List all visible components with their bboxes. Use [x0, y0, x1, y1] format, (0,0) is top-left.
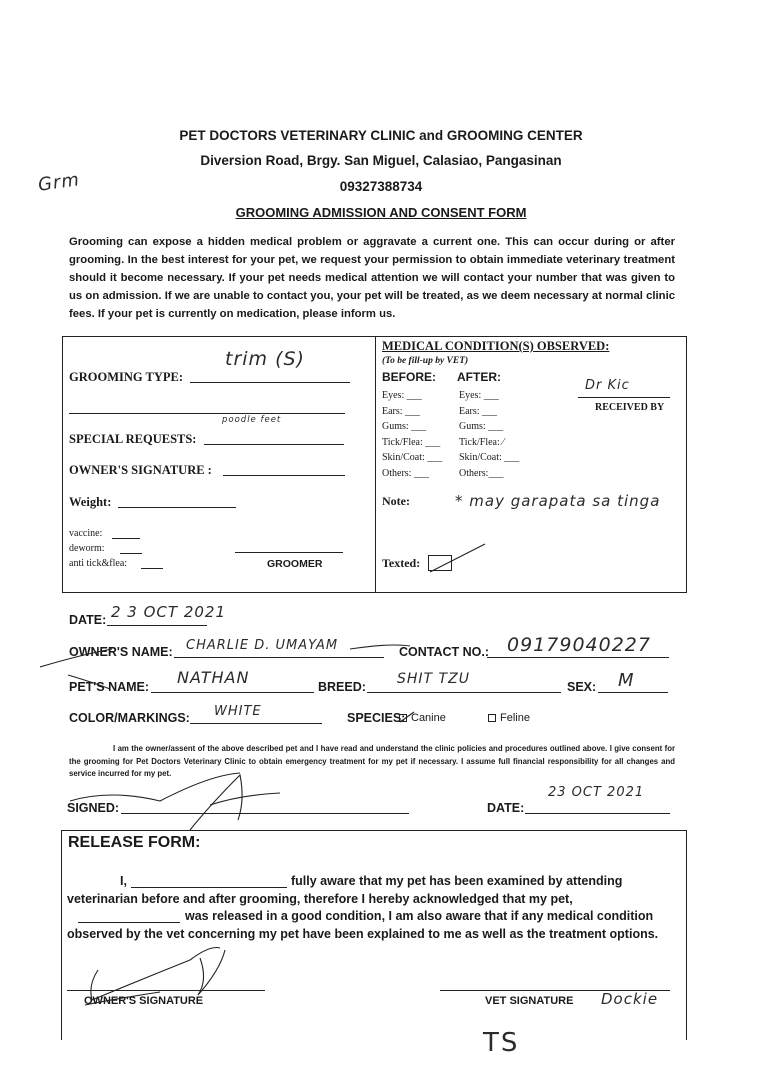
before-item-tick: Tick/Flea: ___ — [382, 436, 441, 448]
sex-label: SEX: — [567, 680, 597, 694]
contact-label: CONTACT NO.: — [399, 645, 490, 659]
feline-option[interactable] — [488, 712, 530, 724]
special-requests-value: poodle feet — [222, 415, 282, 425]
species-label: SPECIES: — [347, 711, 406, 725]
canine-label: Canine — [411, 712, 446, 724]
clinic-address: Diversion Road, Brgy. San Miguel, Calasiao, Pangasinan — [200, 153, 562, 168]
medical-title: MEDICAL CONDITION(S) OBSERVED: — [382, 339, 610, 353]
signed-label: SIGNED: — [67, 801, 120, 815]
release-pet-field[interactable] — [78, 922, 180, 923]
sex-field[interactable] — [598, 692, 668, 693]
owners-signature-field[interactable] — [223, 475, 345, 476]
clinic-name: PET DOCTORS VETERINARY CLINIC and GROOMING CENTER — [179, 128, 583, 143]
grooming-extra-line — [69, 413, 345, 414]
date-value: 2 3 OCT 2021 — [111, 603, 227, 621]
weight-field[interactable] — [118, 507, 236, 508]
margin-note: Grm — [36, 169, 82, 196]
clinic-phone: 09327388734 — [339, 179, 423, 194]
special-requests-field[interactable] — [204, 444, 344, 445]
before-label: BEFORE: — [382, 370, 436, 384]
grooming-type-field[interactable] — [190, 382, 350, 383]
release-line-2: veterinarian before and after grooming, therefore I hereby acknowledged that my pet, — [67, 892, 573, 906]
pet-name-value: NATHAN — [177, 668, 250, 687]
handwritten-marks — [40, 625, 440, 840]
intro-paragraph: Grooming can expose a hidden medical problem or aggravate a current one. This can occur during or after grooming. In the best interest for your pet, we request your permission to obtain immediate veterinary treatment should it become necessary. If your pet needs medical attention we will contact your number that was given to us on admission. If we are unable to contact you, your pet will be treated, as we deem necessary at normal clinic fees. If your pet is currently on medication, please inform us. — [69, 236, 675, 320]
grooming-type-value: trim (S) — [225, 348, 305, 370]
after-list — [459, 388, 519, 481]
after-item-tick: Tick/Flea: ⁄ — [459, 436, 504, 448]
special-requests-label: SPECIAL REQUESTS: — [69, 432, 197, 446]
groomer-line[interactable] — [235, 552, 343, 553]
before-item-ears: Ears: ___ — [382, 405, 421, 417]
after-item-others: Others:___ — [459, 467, 504, 479]
after-item-skin: Skin/Coat: ___ — [459, 452, 520, 463]
form-title: GROOMING ADMISSION AND CONSENT FORM — [235, 205, 527, 220]
consent-date-label: DATE: — [487, 801, 525, 815]
tick-flea-field[interactable] — [141, 568, 163, 569]
received-by-line[interactable] — [578, 397, 670, 398]
release-line-1b: fully aware that my pet has been examined by attending — [291, 874, 623, 888]
feline-checkbox[interactable] — [488, 714, 496, 722]
owner-sig-label: OWNER'S SIGNATURE — [84, 995, 204, 1007]
owner-signature-scribble — [80, 940, 280, 1010]
release-title: RELEASE FORM: — [68, 834, 201, 851]
deworm-label: deworm: — [69, 543, 105, 554]
weight-label: Weight: — [69, 495, 112, 509]
grooming-type-label: GROOMING TYPE: — [69, 370, 184, 384]
note-value: * may garapata sa tinga — [455, 492, 661, 510]
before-item-skin: Skin/Coat: ___ — [382, 452, 443, 463]
owners-signature-label: OWNER'S SIGNATURE : — [69, 463, 212, 477]
texted-check-mark — [425, 540, 490, 576]
groomer-label: GROOMER — [267, 558, 323, 570]
received-by-label: RECEIVED BY — [595, 402, 665, 413]
sex-value: M — [618, 670, 635, 691]
received-by-value: Dr Kic — [585, 378, 630, 393]
tick-flea-label: anti tick&flea: — [69, 558, 128, 569]
date-label: DATE: — [69, 613, 107, 627]
vet-sig-value: Dockie — [601, 990, 659, 1008]
consent-text: I am the owner/assent of the above described pet and I have read and understand the clinic policies and procedures outlined above. I give consent for the grooming for Pet Doctors Veterinary Clinic to obtain emergency treatment for my pet if necessary. I assume full financial responsibility for all changes and service incurred for my pet. — [69, 744, 675, 778]
contact-value: 09179040227 — [507, 634, 651, 656]
after-item-gums: Gums: ___ — [459, 421, 504, 432]
after-item-ears: Ears: ___ — [459, 405, 498, 417]
box-divider — [375, 337, 376, 592]
feline-label: Feline — [500, 712, 530, 724]
consent-date-field[interactable] — [525, 813, 670, 814]
before-item-others: Others: ___ — [382, 467, 429, 479]
breed-label: BREED: — [318, 680, 366, 694]
release-line-4: observed by the vet concerning my pet have been explained to me as well as the treatment options. — [67, 927, 659, 941]
vaccine-label: vaccine: — [69, 528, 103, 539]
owner-name-label: OWNER'S NAME: — [69, 645, 173, 659]
breed-value: SHIT TZU — [397, 671, 470, 687]
before-item-gums: Gums: ___ — [382, 421, 427, 432]
note-label: Note: — [382, 494, 410, 508]
vet-sig-label: VET SIGNATURE — [485, 995, 574, 1007]
color-value: WHITE — [214, 704, 262, 719]
pet-name-label: PET'S NAME: — [69, 680, 150, 694]
release-name-field[interactable] — [131, 887, 287, 888]
before-list — [382, 388, 442, 481]
release-line-1a: I, — [120, 874, 127, 888]
owner-name-value: CHARLIE D. UMAYAM — [186, 638, 339, 653]
medical-subtitle: (To be fill-up by VET) — [382, 356, 469, 366]
vaccine-field[interactable] — [112, 538, 140, 539]
color-label: COLOR/MARKINGS: — [69, 711, 190, 725]
before-item-eyes: Eyes: ___ — [382, 390, 422, 401]
after-label: AFTER: — [457, 370, 501, 384]
texted-label: Texted: — [382, 556, 421, 570]
deworm-field[interactable] — [120, 553, 142, 554]
contact-field[interactable] — [487, 657, 669, 658]
release-line-3: was released in a good condition, I am also aware that if any medical condition — [185, 909, 654, 923]
footer-mark: TS — [483, 1028, 520, 1058]
consent-date-value: 23 OCT 2021 — [548, 785, 645, 800]
after-item-eyes: Eyes: ___ — [459, 390, 499, 401]
